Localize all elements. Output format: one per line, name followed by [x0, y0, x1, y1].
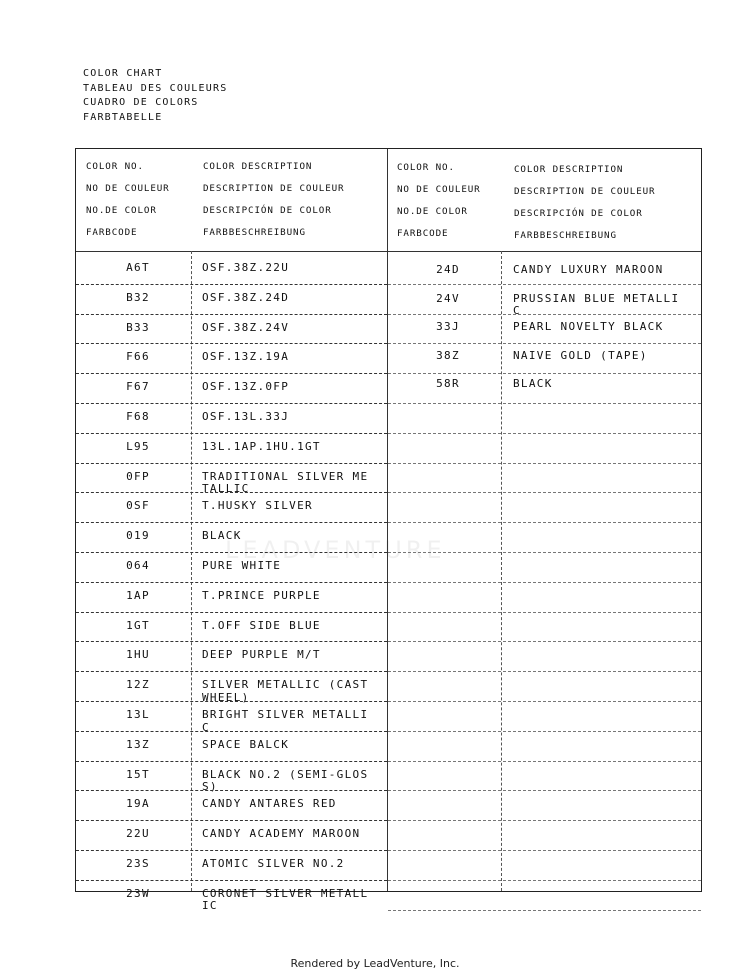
header-text: COLOR NO.	[397, 162, 455, 173]
right-row-desc: PEARL NOVELTY BLACK	[513, 320, 664, 333]
left-row-code: 0FP	[126, 469, 150, 483]
footer-credit: Rendered by LeadVenture, Inc.	[290, 957, 460, 970]
header-left-desc	[203, 156, 345, 244]
left-row-desc: OSF.38Z.24V	[202, 320, 290, 334]
row-divider	[388, 910, 701, 911]
row-divider	[76, 850, 387, 851]
row-divider	[388, 343, 701, 344]
row-divider	[76, 463, 387, 464]
row-divider	[76, 492, 387, 493]
left-row-code: 15T	[126, 767, 150, 781]
right-row-desc: BLACK	[513, 377, 553, 390]
left-row-code: A6T	[126, 261, 150, 274]
watermark-logo: LEADVENTURE	[225, 536, 446, 564]
left-row-code: B32	[126, 290, 150, 304]
right-row-code: 58R	[436, 377, 460, 390]
header-left-code	[86, 156, 170, 244]
row-divider	[76, 761, 387, 762]
right-row-code: 38Z	[436, 348, 460, 362]
left-row-desc: T.HUSKY SILVER	[202, 499, 313, 513]
row-divider	[388, 582, 701, 583]
right-row-code: 24V	[436, 291, 460, 305]
left-row-desc: BRIGHT SILVER METALLI C	[202, 708, 369, 734]
left-inner-divider	[191, 251, 192, 891]
row-divider	[76, 522, 387, 523]
header-text: FARBBESCHREIBUNG	[514, 230, 617, 241]
row-divider	[388, 284, 701, 285]
left-row-desc: SILVER METALLIC (CAST WHEEL)	[202, 678, 369, 704]
row-divider	[76, 671, 387, 672]
row-divider	[388, 463, 701, 464]
row-divider	[76, 612, 387, 613]
row-divider	[76, 582, 387, 583]
row-divider	[76, 790, 387, 791]
left-row-desc: PURE WHITE	[202, 559, 282, 572]
header-text: NO.DE COLOR	[86, 205, 157, 216]
left-row-code: F66	[126, 350, 150, 364]
row-divider	[388, 522, 701, 523]
left-row-code: 23S	[126, 857, 150, 870]
row-divider	[76, 373, 387, 374]
left-row-code: F68	[126, 410, 150, 423]
header-right-code	[397, 157, 481, 245]
header-text: FARBBESCHREIBUNG	[203, 227, 306, 238]
row-divider	[76, 880, 387, 881]
row-divider	[76, 284, 387, 285]
right-row-code: 24D	[436, 263, 460, 276]
left-row-code: 1HU	[126, 648, 150, 662]
title-en: COLOR CHART	[83, 68, 163, 79]
left-row-desc: T.OFF SIDE BLUE	[202, 618, 321, 632]
color-chart-table	[75, 148, 702, 913]
left-row-desc: OSF.13L.33J	[202, 410, 290, 423]
title-es: CUADRO DE COLORS	[83, 97, 199, 108]
header-text: COLOR DESCRIPTION	[514, 164, 624, 175]
left-row-desc: CORONET SILVER METALL IC	[202, 886, 369, 913]
column-divider	[387, 149, 388, 891]
left-row-code: 13Z	[126, 737, 150, 751]
left-row-code: L95	[126, 439, 150, 453]
left-row-code: 19A	[126, 797, 150, 811]
row-divider	[388, 433, 701, 434]
title-de: FARBTABELLE	[83, 111, 163, 123]
header-text: DESCRIPCIÓN DE COLOR	[203, 205, 332, 216]
header-divider	[76, 251, 701, 252]
row-divider	[388, 790, 701, 791]
right-row-code: 33J	[436, 320, 460, 333]
row-divider	[76, 343, 387, 344]
header-text: COLOR NO.	[86, 161, 144, 172]
header-text: DESCRIPCIÓN DE COLOR	[514, 208, 643, 219]
left-row-desc: DEEP PURPLE M/T	[202, 648, 321, 662]
left-row-code: 064	[126, 559, 150, 572]
row-divider	[76, 701, 387, 702]
right-inner-divider	[501, 251, 502, 891]
row-divider	[388, 850, 701, 851]
left-row-code: 019	[126, 529, 150, 543]
left-row-desc: BLACK NO.2 (SEMI-GLOS S)	[202, 767, 369, 794]
title-fr: TABLEAU DES COULEURS	[83, 82, 228, 94]
row-divider	[76, 641, 387, 642]
right-row-desc: NAIVE GOLD (TAPE)	[513, 348, 648, 362]
row-divider	[388, 612, 701, 613]
left-row-desc: OSF.13Z.19A	[202, 350, 290, 364]
row-divider	[76, 731, 387, 732]
row-divider	[76, 433, 387, 434]
left-row-desc: OSF.38Z.22U	[202, 261, 290, 274]
left-row-desc: T.PRINCE PURPLE	[202, 588, 321, 602]
left-row-desc: SPACE BALCK	[202, 737, 290, 751]
row-divider	[388, 403, 701, 404]
left-row-desc: 13L.1AP.1HU.1GT	[202, 439, 321, 453]
left-row-code: B33	[126, 320, 150, 334]
row-divider	[76, 552, 387, 553]
left-row-desc: OSF.38Z.24D	[202, 290, 290, 304]
left-row-code: 1AP	[126, 588, 150, 602]
right-row-desc: PRUSSIAN BLUE METALLI C	[513, 291, 680, 317]
row-divider	[76, 403, 387, 404]
row-divider	[388, 731, 701, 732]
row-divider	[388, 373, 701, 374]
header-text: DESCRIPTION DE COULEUR	[514, 186, 656, 197]
row-divider	[388, 671, 701, 672]
chart-titles	[83, 67, 227, 125]
left-row-code: 13L	[126, 708, 150, 721]
row-divider	[388, 880, 701, 881]
header-text: FARBCODE	[86, 227, 138, 238]
left-row-code: 0SF	[126, 499, 150, 513]
row-divider	[388, 552, 701, 553]
left-row-desc: BLACK	[202, 529, 242, 543]
header-text: DESCRIPTION DE COULEUR	[203, 183, 345, 194]
left-row-code: 12Z	[126, 678, 150, 692]
row-divider	[76, 314, 387, 315]
left-row-desc: ATOMIC SILVER NO.2	[202, 857, 345, 870]
header-text: NO DE COULEUR	[86, 183, 170, 194]
left-row-desc: TRADITIONAL SILVER ME TALLIC	[202, 469, 369, 496]
left-row-desc: OSF.13Z.0FP	[202, 380, 290, 394]
left-row-desc: CANDY ACADEMY MAROON	[202, 827, 361, 841]
header-text: FARBCODE	[397, 228, 449, 239]
left-row-desc: CANDY ANTARES RED	[202, 797, 337, 811]
row-divider	[388, 641, 701, 642]
header-right-desc	[514, 159, 656, 247]
left-row-code: F67	[126, 380, 150, 394]
left-row-code: 22U	[126, 827, 150, 841]
header-text: NO DE COULEUR	[397, 184, 481, 195]
row-divider	[388, 492, 701, 493]
right-row-desc: CANDY LUXURY MAROON	[513, 263, 664, 276]
left-row-code: 23W	[126, 886, 150, 900]
row-divider	[388, 820, 701, 821]
row-divider	[76, 820, 387, 821]
header-text: NO.DE COLOR	[397, 206, 468, 217]
row-divider	[388, 761, 701, 762]
left-row-code: 1GT	[126, 618, 150, 632]
row-divider	[388, 701, 701, 702]
row-divider	[388, 314, 701, 315]
header-text: COLOR DESCRIPTION	[203, 161, 313, 172]
